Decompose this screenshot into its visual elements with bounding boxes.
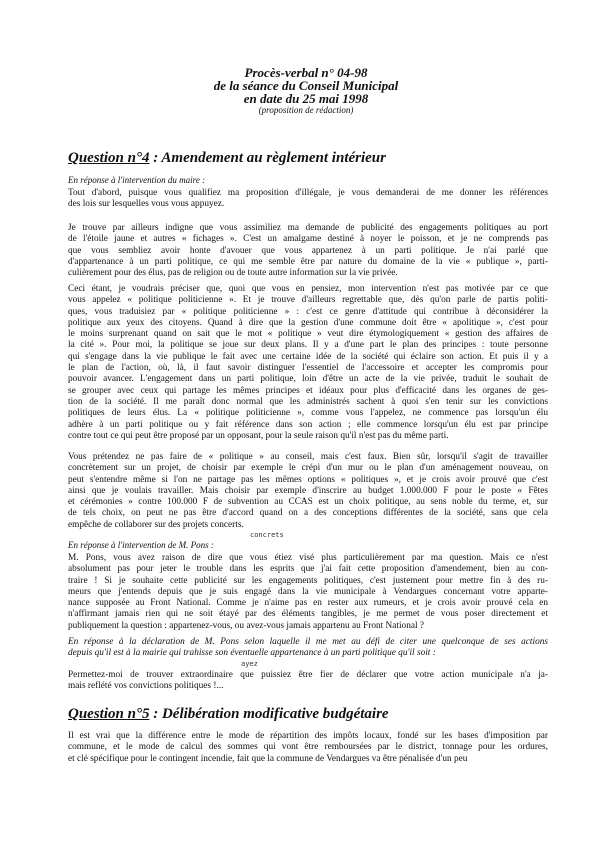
text-line: politiques de leurs élus. La « politique politicienne », comme vous l'appelez, ne commence pas lorsqu'un élu bbox=[68, 408, 548, 419]
text-line: publiquement la question : appartenez-vous, ou avez-vous jamais appartenu au Front National ? bbox=[68, 620, 425, 631]
text-line: n'affirmant jamais rien qui ne soit étayé par des éléments tangibles, je me permet de vous poser directement et bbox=[68, 609, 548, 620]
text-line: nance supposée au Front National. Comme je n'aime pas en rester aux rumeurs, et je crois avoir prouvé cela en bbox=[68, 598, 548, 609]
text-line: Permettez-moi de trouver extraordinaire que puissiez être fier de déclarer que votre action municipale n'a ja- bbox=[68, 670, 548, 680]
paragraph-q5-1 bbox=[68, 731, 548, 765]
text-line: de l'étoile jaune et autres « fichages ». C'est un amalgame destiné à noyer le poisson, et je ne comprends pas bbox=[68, 234, 548, 245]
text-line: absolument pas pour jeter le trouble dans les esprits que j'ai fait cette proposition d'amendement, bien au con- bbox=[68, 564, 548, 575]
paragraph-q4-7 bbox=[68, 670, 548, 693]
text-line: d'appartenance à un parti politique, ce qui me semble être par nature du domaine de la vie « publique », parti- bbox=[68, 256, 548, 267]
text-line: Il est vrai que la différence entre le mode de répartition des impôts locaux, fondé sur les bases d'imposition par bbox=[68, 731, 548, 741]
text-line: des lois sur lesquelles vous vous appuyez. bbox=[68, 199, 225, 210]
text-line: et cérémonies » contre 100.000 F de subvention au CCAS est un choix politique, au sens noble du terme, et, sur bbox=[68, 497, 548, 508]
question-4-title bbox=[68, 150, 386, 166]
text-line: Vous prétendez ne pas faire de « politique » au conseil, mais c'est faux. Bien sûr, lorsqu'il s'agit de travailler bbox=[68, 452, 548, 462]
header-title-line1: Procès-verbal n° 04-98 bbox=[244, 65, 368, 80]
text-line: tion de la société. Il me paraît donc normal que les administrés sachent à quoi s'en tenir sur les convictions bbox=[68, 396, 548, 407]
document-header bbox=[0, 66, 612, 115]
intro-maire: En réponse à l'intervention du maire : bbox=[68, 175, 206, 185]
text-line: ques, vous traduisiez par « politique politicienne » : c'est ce genre d'attitude qui contribue à déconsidérer la bbox=[68, 306, 548, 317]
text-line: peut s'entendre même si l'on ne partage pas les mêmes options « politiques », et je crois avoir prouvé que c'est bbox=[68, 474, 548, 485]
text-line: M. Pons, vous avez raison de dire que vous étiez visé plus particulièrement par ma question. Mais ce n'est bbox=[68, 553, 548, 563]
text-line: empêche de collaborer sur des projets concerts. bbox=[68, 519, 244, 530]
text-line: culièrement pour des élus, pas de religion ou de toute autre information sur la vie privée. bbox=[68, 268, 398, 279]
text-line: meurs que j'entends depuis que je suis engagé dans la vie municipale à Vendargues concernant votre apparte- bbox=[68, 586, 548, 597]
paragraph-q4-4 bbox=[68, 452, 548, 531]
paragraph-q4-5 bbox=[68, 553, 548, 632]
text-line: vous appelez « politique politicienne ». Et je trouve d'ailleurs regrettable que, dès qu'on parle de partis politi- bbox=[68, 295, 548, 306]
text-line: pouvoir avancer. L'engagement dans un parti politique, loin d'être un acte de la vie privée, traduit le souhait de bbox=[68, 374, 548, 385]
text-line: de tels choix, on peut ne pas être d'accord quand on a des conceptions différentes de la société, sans que cela bbox=[68, 508, 548, 519]
text-line: le moins surprenant quand on sait que le mot « politique » veut dire étymologiquement « gestion des affaires de bbox=[68, 329, 548, 340]
header-note: (proposition de rédaction) bbox=[258, 105, 354, 115]
paragraph-q4-6 bbox=[68, 637, 548, 660]
text-line: qui s'engage dans la vie publique le fait avec une certaine idée de la société qui éclaire son action. Et puis il y a bbox=[68, 351, 548, 362]
question-4-subject: : Amendement au règlement intérieur bbox=[149, 150, 386, 166]
text-line: adhère à un parti politique ou y fait référence dans son action ; elle commence lorsqu'un élu est par principe bbox=[68, 419, 548, 430]
intro-pons: En réponse à l'intervention de M. Pons : bbox=[68, 540, 214, 550]
question-5-number: Question n°5 bbox=[68, 706, 150, 722]
handwritten-correction-ayez: ayez bbox=[241, 660, 258, 668]
text-line: mais reflété vos convictions politiques !... bbox=[68, 681, 224, 692]
text-line: le plan de l'action, où, là, il faut savoir distinguer l'essentiel de l'accessoire et accepter les compromis pour bbox=[68, 363, 548, 374]
text-line: que vous sembliez avoir honte d'avouer que vous appartenez à un parti politique. Je n'ai parlé que bbox=[68, 245, 548, 256]
text-line: la cité ». Pour moi, la politique se joue sur deux plans. Il y a d'une part le plan des principes : toute personne bbox=[68, 340, 548, 351]
text-line: et clé spécifique pour le contingent incendie, fait que la commune de Vendargues va être pénalisée d'un peu bbox=[68, 753, 468, 764]
question-4-number: Question n°4 bbox=[68, 150, 150, 166]
header-title-line3: en date du 25 mai 1998 bbox=[243, 91, 369, 106]
text-line: ainsi que je voulais travailler. Mais choisir par exemple d'inscrire au budget 1.000.000 F pour le poste « Fêtes bbox=[68, 485, 548, 496]
paragraph-q4-2 bbox=[68, 223, 548, 279]
text-line: concrètement sur un projet, de choisir par exemple le crépi d'un mur ou le plan d'un aménagement nouveau, on bbox=[68, 463, 548, 474]
paragraph-q4-3 bbox=[68, 284, 548, 442]
header-title-line2: de la séance du Conseil Municipal bbox=[213, 78, 399, 93]
paragraph-q4-1 bbox=[68, 188, 548, 211]
text-line: Tout d'abord, puisque vous qualifiez ma proposition d'illégale, je vous demanderai de me donner les références bbox=[68, 188, 548, 198]
text-line: En réponse à la déclaration de M. Pons selon laquelle il me met au défi de citer une quelconque de ses actions bbox=[68, 637, 548, 647]
text-line: depuis qu'il est à la mairie qui trahisse son éventuelle appartenance à un parti politique qu'il soit : bbox=[68, 648, 436, 659]
text-line: Ceci étant, je voudrais préciser que, quoi que vous en pensiez, mon intervention n'est pas motivée par ce que bbox=[68, 284, 548, 294]
text-line: commune, et le mode de calcul des sommes qui vont être remboursées par le district, tonnage pour les ordures, bbox=[68, 742, 548, 753]
text-line: politique aux yeux des citoyens. Quand à dire que la gestion d'une commune doit être « apolitique », c'est pour bbox=[68, 317, 548, 328]
text-line: se grouper avec ceux qui partage les mêmes principes et idéaux pour plus d'efficacité dans les organes de ges- bbox=[68, 385, 548, 396]
question-5-title bbox=[68, 706, 389, 722]
text-line: Je trouve par ailleurs indigne que vous assimiliez ma demande de publicité des engagements politiques au port bbox=[68, 223, 548, 233]
question-5-subject: : Délibération modificative budgétaire bbox=[149, 706, 389, 722]
text-line: contre tout ce qui peut être proposé par un opposant, pour la seule raison qu'il n'est pas du même parti. bbox=[68, 430, 449, 441]
handwritten-correction-concrets: concrets bbox=[250, 531, 284, 539]
text-line: traire ! Si je souhaite cette publicité sur les engagements politiques, c'est justement pour mettre fin à des ru- bbox=[68, 575, 548, 586]
